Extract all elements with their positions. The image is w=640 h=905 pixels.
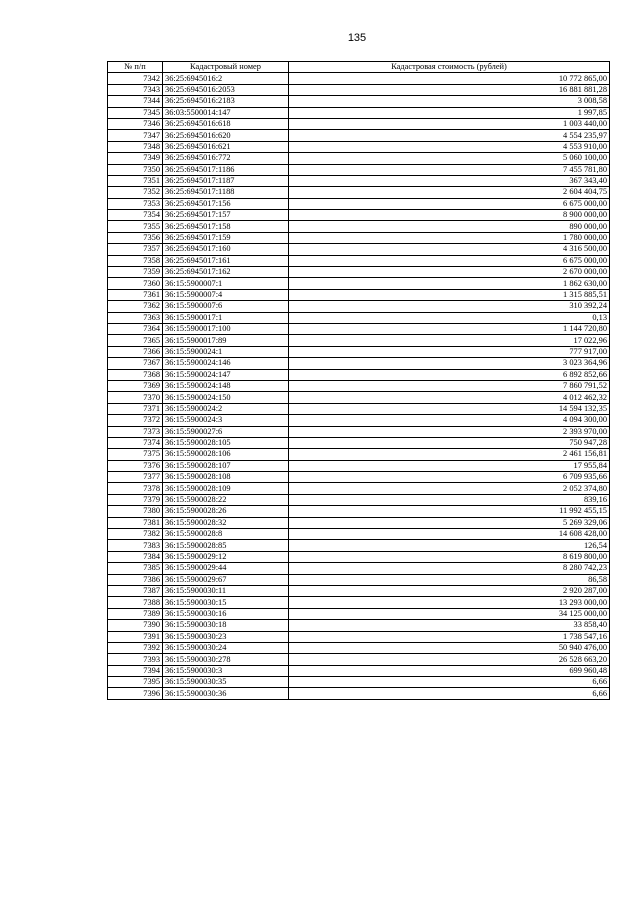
cadastral-value: 4 316 500,00 (289, 244, 610, 255)
cadastral-number: 36:25:6945017:162 (163, 267, 289, 278)
row-number: 7396 (108, 688, 163, 699)
row-number: 7388 (108, 597, 163, 608)
cadastral-value: 6,66 (289, 688, 610, 699)
cadastral-number: 36:15:5900030:24 (163, 642, 289, 653)
row-number: 7377 (108, 472, 163, 483)
cadastral-number: 36:15:5900017:89 (163, 335, 289, 346)
row-number: 7351 (108, 175, 163, 186)
cadastral-number: 36:15:5900028:106 (163, 449, 289, 460)
cadastral-number: 36:25:6945017:1186 (163, 164, 289, 175)
table-row (108, 346, 610, 357)
cadastral-value: 6 675 000,00 (289, 255, 610, 266)
table-row (108, 460, 610, 471)
table-row (108, 369, 610, 380)
table-row (108, 449, 610, 460)
table-row (108, 73, 610, 84)
cadastral-number: 36:15:5900017:100 (163, 323, 289, 334)
cadastral-value: 6 675 000,00 (289, 198, 610, 209)
cadastral-number: 36:15:5900028:32 (163, 517, 289, 528)
table-row (108, 267, 610, 278)
row-number: 7361 (108, 289, 163, 300)
row-number: 7372 (108, 415, 163, 426)
header-cadastral-number: Кадастровый номер (163, 62, 289, 73)
cadastral-value: 126,54 (289, 540, 610, 551)
cadastral-number: 36:15:5900029:12 (163, 551, 289, 562)
row-number: 7363 (108, 312, 163, 323)
cadastral-value: 1 997,85 (289, 107, 610, 118)
cadastral-value: 5 269 329,06 (289, 517, 610, 528)
cadastral-number: 36:15:5900030:278 (163, 654, 289, 665)
row-number: 7389 (108, 608, 163, 619)
table-row (108, 437, 610, 448)
cadastral-number: 36:15:5900030:15 (163, 597, 289, 608)
cadastral-value: 4 012 462,32 (289, 392, 610, 403)
row-number: 7358 (108, 255, 163, 266)
table-row (108, 483, 610, 494)
cadastral-value: 8 280 742,23 (289, 563, 610, 574)
cadastral-number: 36:15:5900028:105 (163, 437, 289, 448)
cadastral-value: 6,66 (289, 677, 610, 688)
cadastral-number: 36:15:5900024:2 (163, 403, 289, 414)
cadastral-number: 36:25:6945016:618 (163, 118, 289, 129)
cadastral-value: 4 553 910,00 (289, 141, 610, 152)
table-row (108, 141, 610, 152)
cadastral-number: 36:25:6945017:1188 (163, 187, 289, 198)
cadastral-value: 1 862 630,00 (289, 278, 610, 289)
row-number: 7375 (108, 449, 163, 460)
table-row (108, 175, 610, 186)
cadastral-number: 36:15:5900030:18 (163, 620, 289, 631)
cadastral-number: 36:25:6945016:772 (163, 153, 289, 164)
row-number: 7345 (108, 107, 163, 118)
cadastral-value-table (107, 61, 610, 700)
cadastral-value: 14 594 132,35 (289, 403, 610, 414)
table-row (108, 551, 610, 562)
cadastral-value: 1 738 547,16 (289, 631, 610, 642)
row-number: 7387 (108, 585, 163, 596)
table-row (108, 358, 610, 369)
cadastral-number: 36:25:6945016:2053 (163, 84, 289, 95)
table-row (108, 517, 610, 528)
cadastral-value: 2 461 156,81 (289, 449, 610, 460)
row-number: 7356 (108, 232, 163, 243)
cadastral-number: 36:25:6945017:160 (163, 244, 289, 255)
table-row (108, 654, 610, 665)
table-row (108, 323, 610, 334)
cadastral-value: 2 670 000,00 (289, 267, 610, 278)
cadastral-number: 36:15:5900030:35 (163, 677, 289, 688)
row-number: 7364 (108, 323, 163, 334)
cadastral-number: 36:15:5900029:67 (163, 574, 289, 585)
row-number: 7343 (108, 84, 163, 95)
cadastral-value: 2 393 970,00 (289, 426, 610, 437)
row-number: 7346 (108, 118, 163, 129)
table-row (108, 118, 610, 129)
table-row (108, 84, 610, 95)
row-number: 7385 (108, 563, 163, 574)
row-number: 7394 (108, 665, 163, 676)
table-row (108, 540, 610, 551)
row-number: 7395 (108, 677, 163, 688)
cadastral-value: 16 881 881,28 (289, 84, 610, 95)
cadastral-number: 36:25:6945016:621 (163, 141, 289, 152)
cadastral-number: 36:25:6945017:1187 (163, 175, 289, 186)
table-row (108, 620, 610, 631)
cadastral-number: 36:25:6945016:2183 (163, 96, 289, 107)
row-number: 7384 (108, 551, 163, 562)
cadastral-number: 36:15:5900024:147 (163, 369, 289, 380)
row-number: 7359 (108, 267, 163, 278)
cadastral-value: 4 554 235,97 (289, 130, 610, 141)
cadastral-value: 8 900 000,00 (289, 210, 610, 221)
table-row (108, 153, 610, 164)
table-row (108, 426, 610, 437)
cadastral-value: 34 125 000,00 (289, 608, 610, 619)
cadastral-number: 36:15:5900007:1 (163, 278, 289, 289)
row-number: 7360 (108, 278, 163, 289)
table-row (108, 472, 610, 483)
table-row (108, 210, 610, 221)
cadastral-number: 36:15:5900030:3 (163, 665, 289, 676)
cadastral-number: 36:15:5900024:150 (163, 392, 289, 403)
header-row-number: № п/п (108, 62, 163, 73)
cadastral-value: 4 094 300,00 (289, 415, 610, 426)
cadastral-number: 36:25:6945016:2 (163, 73, 289, 84)
table-row (108, 198, 610, 209)
table-row (108, 688, 610, 699)
cadastral-value: 17 022,96 (289, 335, 610, 346)
cadastral-number: 36:25:6945017:161 (163, 255, 289, 266)
cadastral-number: 36:03:5500014:147 (163, 107, 289, 118)
table-row (108, 529, 610, 540)
cadastral-number: 36:15:5900028:85 (163, 540, 289, 551)
cadastral-value: 3 008,58 (289, 96, 610, 107)
row-number: 7357 (108, 244, 163, 255)
table-row (108, 563, 610, 574)
cadastral-value: 1 315 885,51 (289, 289, 610, 300)
cadastral-value: 5 060 100,00 (289, 153, 610, 164)
row-number: 7350 (108, 164, 163, 175)
row-number: 7383 (108, 540, 163, 551)
row-number: 7380 (108, 506, 163, 517)
row-number: 7392 (108, 642, 163, 653)
table-row (108, 164, 610, 175)
cadastral-value: 6 709 935,66 (289, 472, 610, 483)
table-row (108, 608, 610, 619)
cadastral-value: 11 992 455,15 (289, 506, 610, 517)
table-row (108, 107, 610, 118)
cadastral-value: 7 455 781,80 (289, 164, 610, 175)
table-row (108, 380, 610, 391)
cadastral-number: 36:15:5900028:108 (163, 472, 289, 483)
row-number: 7353 (108, 198, 163, 209)
cadastral-value: 1 780 000,00 (289, 232, 610, 243)
row-number: 7370 (108, 392, 163, 403)
row-number: 7342 (108, 73, 163, 84)
cadastral-value: 1 003 440,00 (289, 118, 610, 129)
cadastral-number: 36:25:6945016:620 (163, 130, 289, 141)
row-number: 7366 (108, 346, 163, 357)
cadastral-value: 17 955,84 (289, 460, 610, 471)
cadastral-number: 36:15:5900030:23 (163, 631, 289, 642)
row-number: 7349 (108, 153, 163, 164)
cadastral-value: 6 892 852,66 (289, 369, 610, 380)
cadastral-value: 8 619 800,00 (289, 551, 610, 562)
row-number: 7378 (108, 483, 163, 494)
row-number: 7367 (108, 358, 163, 369)
row-number: 7354 (108, 210, 163, 221)
table-row (108, 585, 610, 596)
table-row (108, 96, 610, 107)
row-number: 7386 (108, 574, 163, 585)
row-number: 7373 (108, 426, 163, 437)
row-number: 7374 (108, 437, 163, 448)
row-number: 7344 (108, 96, 163, 107)
cadastral-number: 36:15:5900007:4 (163, 289, 289, 300)
cadastral-value: 0,13 (289, 312, 610, 323)
table-row (108, 677, 610, 688)
table-row (108, 415, 610, 426)
cadastral-number: 36:15:5900028:26 (163, 506, 289, 517)
cadastral-number: 36:15:5900030:16 (163, 608, 289, 619)
cadastral-value: 50 940 476,00 (289, 642, 610, 653)
table-row (108, 574, 610, 585)
header-cadastral-value: Кадастровая стоимость (рублей) (289, 62, 610, 73)
cadastral-value: 310 392,24 (289, 301, 610, 312)
cadastral-value: 33 858,40 (289, 620, 610, 631)
cadastral-value: 1 144 720,80 (289, 323, 610, 334)
table-row (108, 642, 610, 653)
cadastral-number: 36:15:5900027:6 (163, 426, 289, 437)
cadastral-number: 36:25:6945017:156 (163, 198, 289, 209)
table-row (108, 597, 610, 608)
cadastral-value: 699 960,48 (289, 665, 610, 676)
row-number: 7393 (108, 654, 163, 665)
cadastral-number: 36:15:5900007:6 (163, 301, 289, 312)
cadastral-number: 36:15:5900028:107 (163, 460, 289, 471)
table-row (108, 392, 610, 403)
cadastral-value: 777 917,00 (289, 346, 610, 357)
header-row (108, 62, 610, 73)
table-row (108, 301, 610, 312)
cadastral-number: 36:15:5900024:3 (163, 415, 289, 426)
cadastral-value: 10 772 865,00 (289, 73, 610, 84)
cadastral-number: 36:15:5900028:22 (163, 494, 289, 505)
cadastral-number: 36:25:6945017:157 (163, 210, 289, 221)
cadastral-number: 36:25:6945017:159 (163, 232, 289, 243)
cadastral-value: 26 528 663,20 (289, 654, 610, 665)
cadastral-number: 36:15:5900028:8 (163, 529, 289, 540)
row-number: 7362 (108, 301, 163, 312)
cadastral-number: 36:15:5900030:36 (163, 688, 289, 699)
row-number: 7368 (108, 369, 163, 380)
cadastral-number: 36:15:5900028:109 (163, 483, 289, 494)
cadastral-value: 14 608 428,00 (289, 529, 610, 540)
table-row (108, 187, 610, 198)
table-row (108, 130, 610, 141)
row-number: 7382 (108, 529, 163, 540)
cadastral-value: 2 604 404,75 (289, 187, 610, 198)
table-row (108, 278, 610, 289)
cadastral-number: 36:25:6945017:158 (163, 221, 289, 232)
row-number: 7352 (108, 187, 163, 198)
table-row (108, 403, 610, 414)
cadastral-value: 367 343,40 (289, 175, 610, 186)
row-number: 7371 (108, 403, 163, 414)
row-number: 7376 (108, 460, 163, 471)
table-row (108, 289, 610, 300)
table-body (108, 73, 610, 699)
table-header (108, 62, 610, 73)
table-row (108, 221, 610, 232)
row-number: 7379 (108, 494, 163, 505)
cadastral-value: 3 023 364,96 (289, 358, 610, 369)
cadastral-value: 13 293 000,00 (289, 597, 610, 608)
cadastral-number: 36:15:5900029:44 (163, 563, 289, 574)
page-number: 135 (347, 32, 367, 44)
cadastral-number: 36:15:5900024:1 (163, 346, 289, 357)
row-number: 7369 (108, 380, 163, 391)
row-number: 7348 (108, 141, 163, 152)
table-row (108, 244, 610, 255)
table-row (108, 232, 610, 243)
row-number: 7391 (108, 631, 163, 642)
cadastral-value: 750 947,28 (289, 437, 610, 448)
table-row (108, 494, 610, 505)
cadastral-number: 36:15:5900024:148 (163, 380, 289, 391)
row-number: 7355 (108, 221, 163, 232)
cadastral-value: 7 860 791,52 (289, 380, 610, 391)
table-row (108, 631, 610, 642)
cadastral-number: 36:15:5900030:11 (163, 585, 289, 596)
cadastral-value: 86,58 (289, 574, 610, 585)
table-row (108, 506, 610, 517)
table-row (108, 255, 610, 266)
cadastral-number: 36:15:5900017:1 (163, 312, 289, 323)
row-number: 7381 (108, 517, 163, 528)
cadastral-value: 890 000,00 (289, 221, 610, 232)
table-row (108, 665, 610, 676)
table-row (108, 312, 610, 323)
cadastral-value: 839,16 (289, 494, 610, 505)
row-number: 7390 (108, 620, 163, 631)
table-row (108, 335, 610, 346)
row-number: 7365 (108, 335, 163, 346)
cadastral-number: 36:15:5900024:146 (163, 358, 289, 369)
cadastral-value: 2 920 287,00 (289, 585, 610, 596)
cadastral-value: 2 052 374,80 (289, 483, 610, 494)
row-number: 7347 (108, 130, 163, 141)
